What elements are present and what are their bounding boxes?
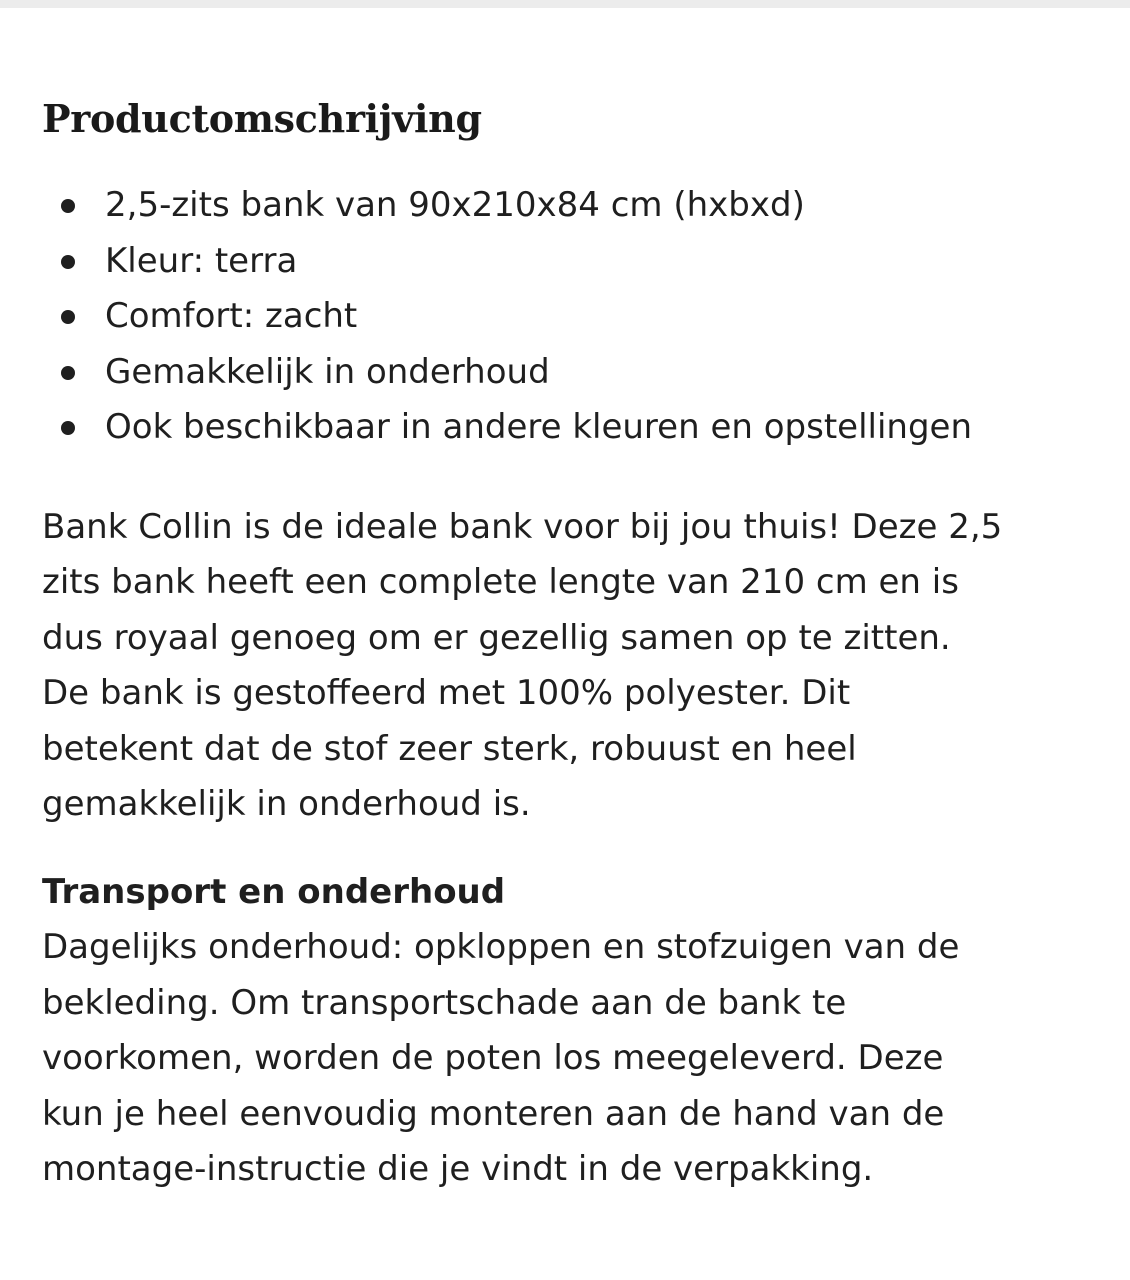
top-divider [0, 0, 1130, 8]
transport-heading: Transport en onderhoud [42, 871, 506, 912]
bullet-icon [61, 199, 75, 213]
feature-text: 2,5-zits bank van 90x210x84 cm (hxbxd) [105, 185, 805, 225]
bullet-icon [61, 255, 75, 269]
feature-item [42, 178, 1102, 234]
feature-list [42, 178, 1102, 456]
bullet-icon [61, 366, 75, 380]
feature-text: Comfort: zacht [105, 296, 358, 336]
section-heading: Productomschrijving [42, 96, 482, 141]
feature-text: Kleur: terra [105, 240, 298, 281]
transport-paragraph: Dagelijks onderhoud: opkloppen en stofzuigen van de bekleding. Om transportschade aan de bank te voorkomen, worden de poten los meegeleverd. Deze kun je heel eenvoudig monteren aan de hand van de montage-instructie die je vindt in de verpakking. [42, 927, 960, 1189]
bullet-icon [61, 310, 75, 324]
feature-item [42, 234, 1102, 290]
feature-text: Ook beschikbaar in andere kleuren en opstellingen [105, 407, 972, 447]
feature-item [42, 345, 1102, 401]
feature-text: Gemakkelijk in onderhoud [105, 351, 550, 392]
product-description-section [42, 96, 1102, 1198]
bullet-icon [61, 421, 75, 435]
description-paragraph: Bank Collin is de ideale bank voor bij jou thuis! Deze 2,5 zits bank heeft een complete lengte van 210 cm en is dus royaal genoeg om er gezellig samen op te zitten. De bank is gestoffeerd met 100% polyester. Dit betekent dat de stof zeer sterk, robuust en heel gemakkelijk in onderhoud is. [42, 506, 1003, 824]
feature-item [42, 289, 1102, 345]
feature-item [42, 400, 1102, 456]
